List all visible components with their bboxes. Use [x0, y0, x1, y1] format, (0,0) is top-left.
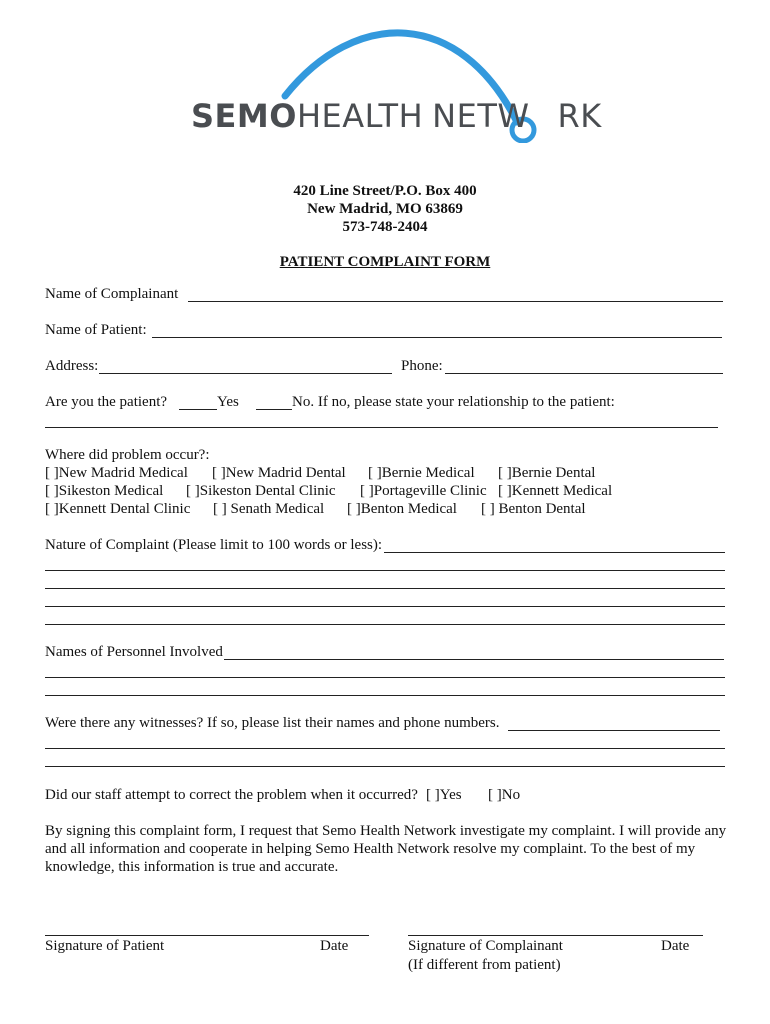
yes-field[interactable]: [179, 409, 217, 410]
logo-text-rk: RK: [557, 97, 602, 135]
relationship-field[interactable]: [45, 427, 718, 428]
checkbox-new-madrid-dental[interactable]: [ ]New Madrid Dental: [212, 465, 346, 481]
no-field[interactable]: [256, 409, 292, 410]
address-label: Address:: [45, 358, 99, 374]
checkbox-senath-medical[interactable]: [ ] Senath Medical: [213, 501, 325, 517]
checkbox-kennett-dental-clinic[interactable]: [ ]Kennett Dental Clinic: [45, 501, 191, 517]
checkbox-sikeston-dental-clinic[interactable]: [ ]Sikeston Dental Clinic: [186, 483, 336, 499]
personnel-field-2[interactable]: [45, 677, 725, 678]
address-field[interactable]: [99, 373, 392, 374]
complainant-signature-label: Signature of Complainant: [408, 938, 563, 954]
nature-field-5[interactable]: [45, 624, 725, 625]
checkbox-kennett-medical[interactable]: [ ]Kennett Medical: [498, 483, 613, 499]
patient-date-label: Date: [320, 938, 349, 954]
complainant-note: (If different from patient): [408, 957, 561, 973]
staff-question: Did our staff attempt to correct the problem when it occurred?: [45, 787, 418, 803]
nature-field-3[interactable]: [45, 588, 725, 589]
checkbox-portageville-clinic[interactable]: [ ]Portageville Clinic: [360, 483, 487, 499]
checkbox-benton-medical[interactable]: [ ]Benton Medical: [347, 501, 457, 517]
logo-text-bold: SEMO: [191, 97, 297, 135]
personnel-field-1[interactable]: [224, 659, 724, 660]
checkbox-benton-dental[interactable]: [ ] Benton Dental: [481, 501, 586, 517]
nature-field-2[interactable]: [45, 570, 725, 571]
patient-signature-label: Signature of Patient: [45, 938, 165, 954]
checkbox-sikeston-medical[interactable]: [ ]Sikeston Medical: [45, 483, 164, 499]
nature-label: Nature of Complaint (Please limit to 100 words or less):: [45, 537, 383, 553]
personnel-label: Names of Personnel Involved: [45, 644, 223, 660]
checkbox-bernie-medical[interactable]: [ ]Bernie Medical: [368, 465, 475, 481]
yes-label: Yes: [217, 394, 239, 410]
logo-text: [191, 97, 602, 135]
staff-no-checkbox[interactable]: [ ]No: [488, 787, 521, 803]
form-title: PATIENT COMPLAINT FORM: [279, 254, 491, 270]
phone-field[interactable]: [445, 373, 723, 374]
nature-field-4[interactable]: [45, 606, 725, 607]
logo: [185, 18, 602, 143]
complainant-field[interactable]: [188, 301, 723, 302]
checkbox-bernie-dental[interactable]: [ ]Bernie Dental: [498, 465, 596, 481]
witnesses-field-1[interactable]: [508, 730, 720, 731]
no-label: No. If no, please state your relationship to the patient:: [292, 394, 615, 410]
complainant-date-label: Date: [661, 938, 690, 954]
patient-label: Name of Patient:: [45, 322, 147, 338]
nature-field-1[interactable]: [384, 552, 725, 553]
logo-text-netw: NETW: [432, 97, 530, 135]
complainant-signature-field[interactable]: [408, 935, 703, 936]
phone-label: Phone:: [401, 358, 443, 374]
checkbox-new-madrid-medical[interactable]: [ ]New Madrid Medical: [45, 465, 188, 481]
patient-field[interactable]: [152, 337, 722, 338]
address-line3: 573-748-2404: [342, 219, 428, 235]
agreement-paragraph: By signing this complaint form, I request that Semo Health Network investigate my complaint. I will provide any and all information and cooperate in helping Semo Health Network resolve my complaint. To the best of my knowledge, this information is true and accurate.: [45, 823, 727, 875]
patient-signature-field[interactable]: [45, 935, 369, 936]
address-line1: 420 Line Street/P.O. Box 400: [293, 183, 477, 199]
staff-yes-checkbox[interactable]: [ ]Yes: [426, 787, 462, 803]
logo-text-health: HEALTH: [296, 97, 424, 135]
where-label: Where did problem occur?:: [45, 447, 210, 463]
are-patient-label: Are you the patient?: [45, 394, 168, 410]
address-line2: New Madrid, MO 63869: [307, 201, 463, 217]
witnesses-field-2[interactable]: [45, 748, 725, 749]
complainant-label: Name of Complainant: [45, 286, 179, 302]
personnel-field-3[interactable]: [45, 695, 725, 696]
witnesses-field-3[interactable]: [45, 766, 725, 767]
witnesses-label: Were there any witnesses? If so, please list their names and phone numbers.: [45, 715, 500, 731]
